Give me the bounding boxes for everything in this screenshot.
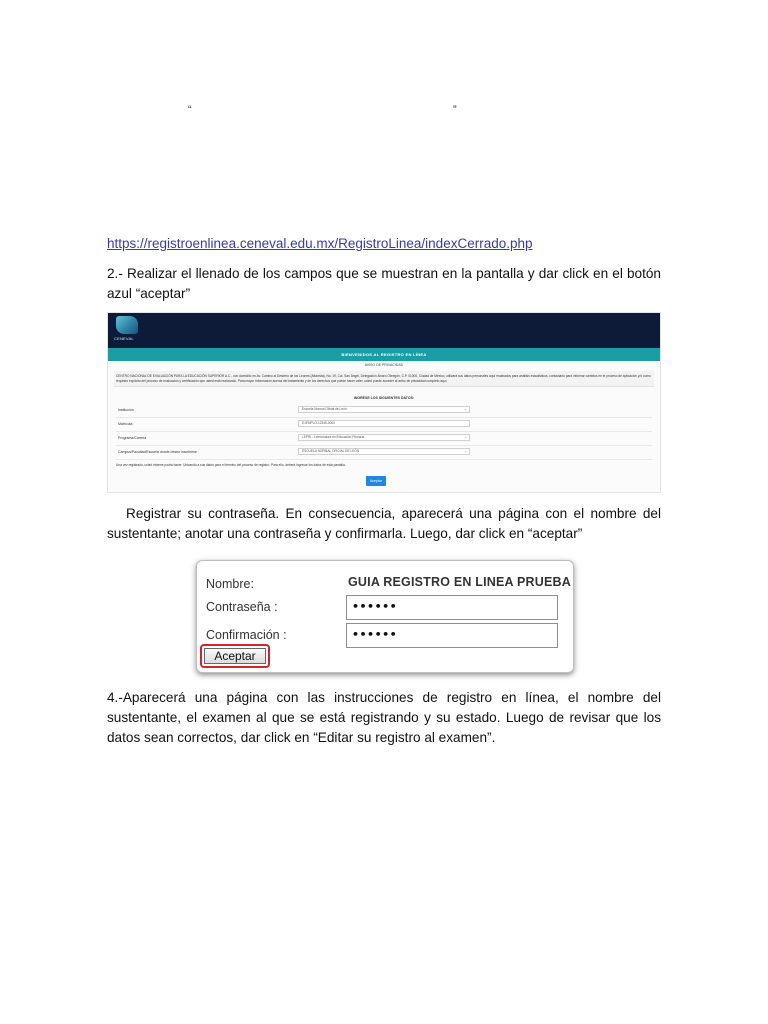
- form-note: Una vez registrado, usted ésteme podrá hacer. Ubicando a sus datos para el término del proceso de registro. Para ello, deberá ingresar los datos de esta pantalla.: [116, 463, 346, 467]
- password-input[interactable]: ••••••: [346, 595, 558, 620]
- privacy-notice-title: AVISO DE PRIVACIDAD: [364, 363, 404, 367]
- step-2-text: 2.- Realizar el llenado de los campos que se muestran en la pantalla y dar click en el botón azul “aceptar”: [107, 266, 661, 301]
- step-4-text: 4.-Aparecerá una página con las instrucciones de registro en línea, el nombre del sustentante, el examen al que se está registrando y su estado. Luego de revisar que los datos sean correctos, dar click en “Editar su registro al examen”.: [107, 690, 661, 745]
- field-label: Programa/Carrera: [118, 436, 147, 440]
- chevron-down-icon: ⌄: [464, 407, 467, 411]
- accept-button[interactable]: Aceptar: [204, 648, 266, 664]
- privacy-notice-text: CENTRO NACIONAL DE EVALUACIÓN PARA LA EDUCACIÓN SUPERIOR A.C., con domicilio en Av. Camino al Desierto de los Leones (Altavista), No. 19, Col. San Ángel, Delegación Álvaro Obregón, C.P. 01000, Ciudad de México, utilizará sus datos personales aquí recabados para análisis estadísticos, contactarlo para informar cambios en el proceso de aplicación y/o como requisito explícito del proceso de evaluación y certificación que usted está realizando. Para mayor información acerca del tratamiento y de los derechos que puede hacer valer, usted puede acceder al aviso de privacidad completo aquí.: [114, 371, 654, 387]
- step-3-text: Registrar su contraseña. En consecuencia, aparecerá una página con el nombre del sustentante; anotar una contraseña y confirmarla. Luego, dar click en “aceptar”: [107, 506, 661, 541]
- field-label: Campus/Facultad/Escuela donde desea inscribirse: [118, 450, 197, 454]
- field-value: LEPRI - Licenciatura en Educación Primaria: [302, 435, 365, 439]
- accept-button[interactable]: Aceptar: [366, 476, 386, 486]
- field-label: Institución: [118, 408, 134, 412]
- ceneval-logo-icon: [116, 316, 138, 334]
- field-value: ESCUELA NORMAL OFICIAL DE LEÓN: [302, 449, 360, 453]
- student-name: GUIA REGISTRO EN LINEA PRUEBA: [348, 575, 571, 589]
- ceneval-header: [108, 313, 660, 348]
- field-row-institucion: [116, 404, 652, 418]
- confirm-label: Confirmación :: [206, 628, 287, 642]
- institucion-select[interactable]: [298, 406, 470, 413]
- field-row-campus: [116, 446, 652, 460]
- ceneval-logo-text: CENEVAL: [114, 336, 134, 341]
- field-value: Escuela Normal Oficial de León: [302, 407, 347, 411]
- password-form-screenshot: [196, 560, 574, 673]
- form-fields: [116, 404, 652, 460]
- field-label: Matrícula: [118, 422, 133, 426]
- campus-select[interactable]: [298, 448, 470, 455]
- welcome-banner: BIENVENIDOS AL REGISTRO EN LÍNEA: [108, 348, 660, 361]
- chevron-down-icon: ⌄: [464, 435, 467, 439]
- name-label: Nombre:: [206, 577, 254, 591]
- open-quote: “: [188, 104, 192, 116]
- registration-link[interactable]: https://registroenlinea.ceneval.edu.mx/RegistroLinea/indexCerrado.php: [107, 236, 533, 251]
- matricula-input[interactable]: [298, 420, 470, 427]
- form-section-title: INGRESE LOS SIGUIENTES DATOS:: [353, 396, 415, 400]
- programa-select[interactable]: [298, 434, 470, 441]
- chevron-down-icon: ⌄: [464, 449, 467, 453]
- confirm-password-input[interactable]: ••••••: [346, 623, 558, 648]
- close-quote: ”: [453, 104, 457, 116]
- field-value: EJEMPLO-12345-0000: [302, 421, 335, 425]
- field-row-programa: [116, 432, 652, 446]
- field-row-matricula: [116, 418, 652, 432]
- password-label: Contraseña :: [206, 600, 278, 614]
- registration-form-screenshot: [107, 312, 661, 493]
